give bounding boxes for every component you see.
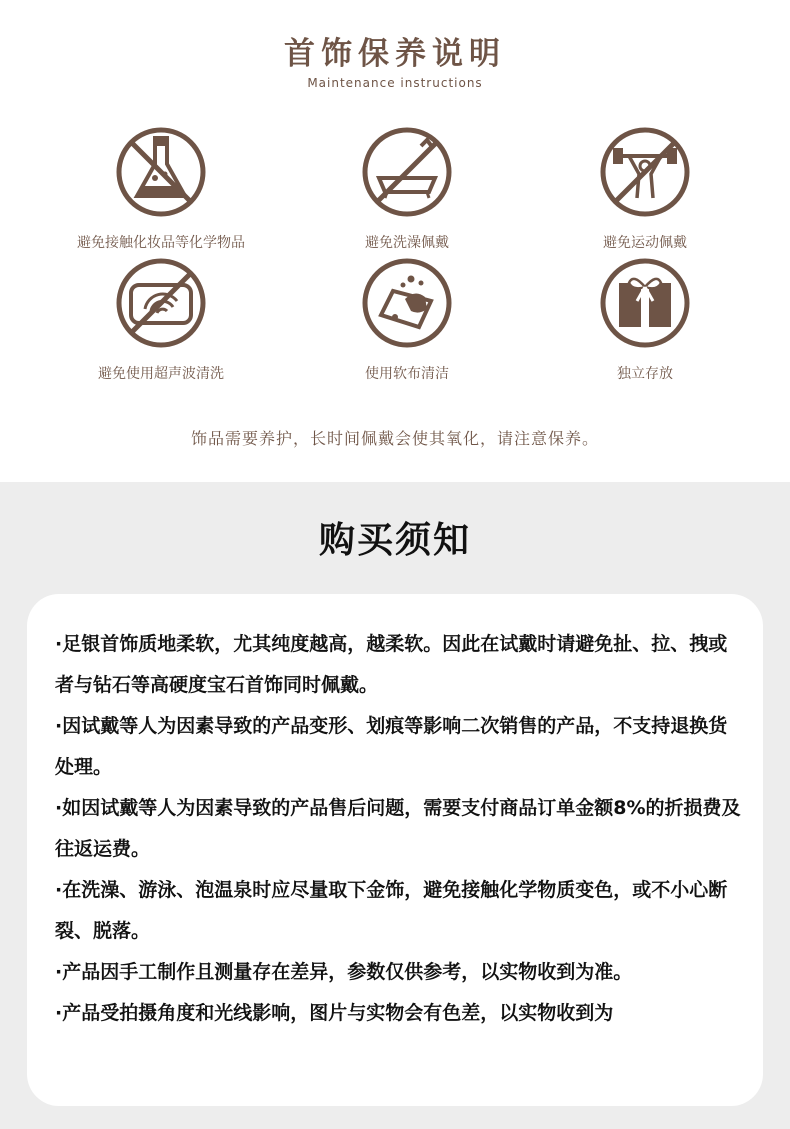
care-subtitle: Maintenance instructions <box>307 76 483 90</box>
purchase-notice-card <box>27 594 763 1106</box>
care-item-label: 避免使用超声波清洗 <box>98 366 224 382</box>
bathtub-shower-prohibited-icon <box>361 126 453 218</box>
care-item-ultrasonic <box>41 257 281 383</box>
purchase-section <box>0 482 790 1129</box>
care-note: 饰品需要养护，长时间佩戴会使其氧化，请注意保养。 <box>190 429 599 448</box>
care-item-label: 避免接触化妆品等化学物品 <box>77 235 245 251</box>
purchase-heading: 购买须知 <box>318 520 471 561</box>
care-item-separate-storage <box>525 257 765 383</box>
gift-box-bow-icon <box>599 257 691 349</box>
ultrasonic-cleaner-prohibited-icon <box>115 257 207 349</box>
notice-item-soft-silver: ·足银首饰质地柔软，尤其纯度越高，越柔软。因此在试戴时请避免扯、拉、拽或者与钻石等高硬度宝石首饰同时佩戴。 <box>55 633 728 696</box>
notice-item-color-difference: ·产品受拍摄角度和光线影响，图片与实物会有色差，以实物收到为 <box>55 1002 614 1024</box>
care-item-label: 独立存放 <box>617 366 673 382</box>
notice-item-no-return: ·因试戴等人为因素导致的产品变形、划痕等影响二次销售的产品，不支持退换货处理。 <box>55 715 728 778</box>
care-section <box>0 0 790 482</box>
care-item-label: 避免运动佩戴 <box>603 235 687 251</box>
chemical-flask-prohibited-icon <box>115 126 207 218</box>
purchase-notice-list <box>55 624 745 1034</box>
care-item-chemicals <box>41 126 281 252</box>
notice-item-measurement: ·产品因手工制作且测量存在差异，参数仅供参考，以实物收到为准。 <box>55 961 633 983</box>
care-item-bathing <box>287 126 527 252</box>
care-item-label: 避免洗澡佩戴 <box>365 235 449 251</box>
weightlifting-prohibited-icon <box>599 126 691 218</box>
care-title: 首饰保养说明 <box>284 36 506 72</box>
care-item-label: 使用软布清洁 <box>365 366 449 382</box>
soft-cloth-hand-icon <box>361 257 453 349</box>
notice-item-damage-fee: ·如因试戴等人为因素导致的产品售后问题，需要支付商品订单金额8%的折损费及往返运费。 <box>55 797 741 860</box>
care-item-soft-cloth <box>287 257 527 383</box>
care-item-sports <box>525 126 765 252</box>
notice-item-remove-when-bathing: ·在洗澡、游泳、泡温泉时应尽量取下金饰，避免接触化学物质变色，或不小心断裂、脱落。 <box>55 879 728 942</box>
